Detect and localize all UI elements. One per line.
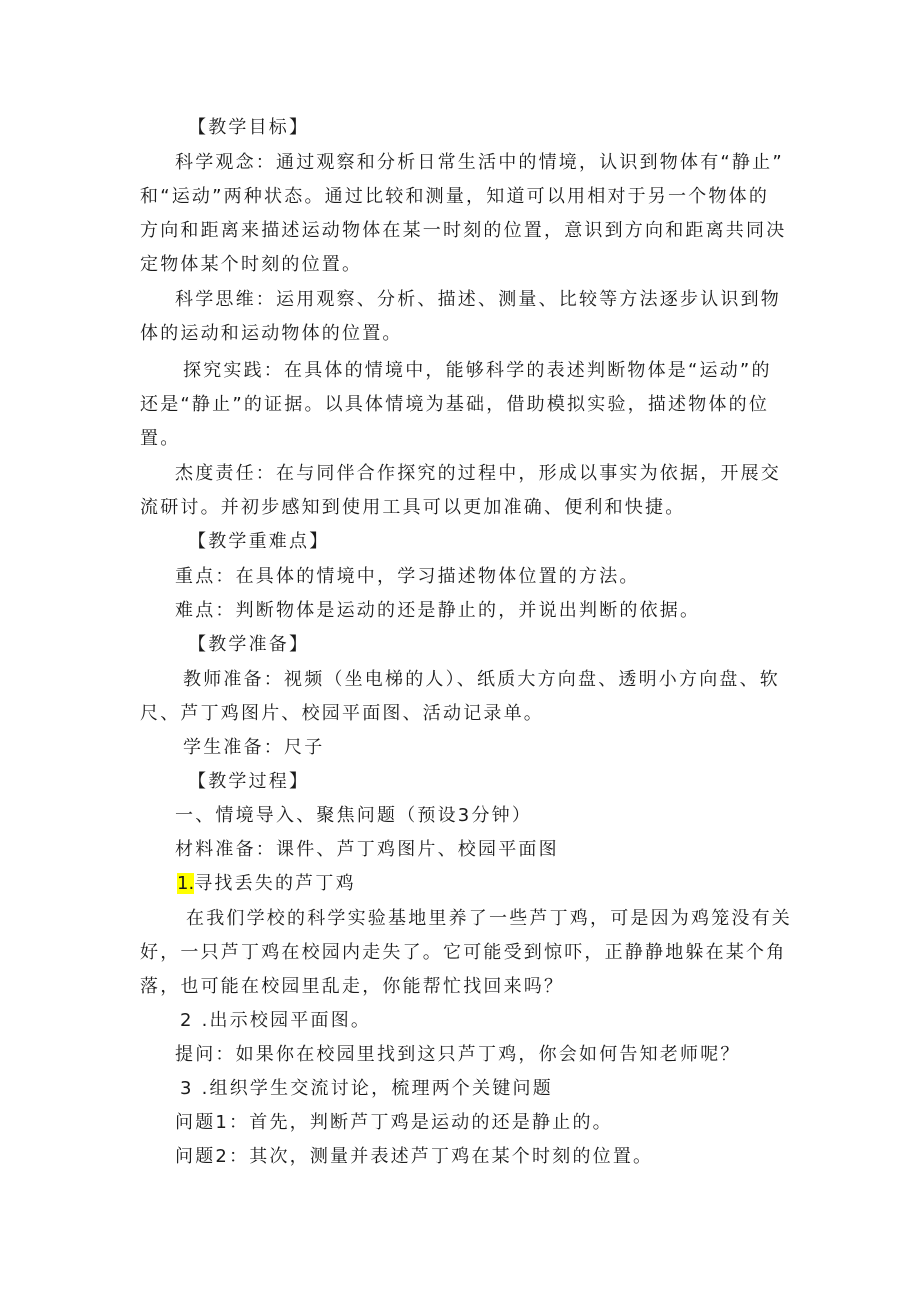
question-text: 提问：如果你在校园里找到这只芦丁鸡，你会如何告知老师呢？ [175, 1044, 741, 1065]
problem-2: 问题2：其次，测量并表述芦丁鸡在某个时刻的位置。 [175, 1146, 654, 1167]
concept-line-2: 和“运动”两种状态。通过比较和测量，知道可以用相对于另一个物体的 [140, 186, 770, 207]
teacher-prep-line-1: 教师准备：视频（坐电梯的人）、纸质大方向盘、透明小方向盘、软 [183, 669, 780, 690]
practice-line-3: 置。 [140, 428, 181, 449]
step-3: 3 .组织学生交流讨论，梳理两个关键问题 [180, 1078, 553, 1099]
step-2: 2 .出示校园平面图。 [180, 1010, 372, 1031]
story-line-3: 落，也可能在校园里乱走，你能帮忙找回来吗？ [140, 976, 565, 997]
concept-line-1: 科学观念：通过观察和分析日常生活中的情境，认识到物体有“静止” [175, 152, 784, 173]
story-line-1: 在我们学校的科学实验基地里养了一些芦丁鸡，可是因为鸡笼没有关 [186, 908, 792, 929]
step-1-number-highlight: 1. [177, 873, 195, 894]
teacher-prep-line-2: 尺、芦丁鸡图片、校园平面图、活动记录单。 [140, 703, 544, 724]
step-1 [0, 872, 920, 896]
story-line-2: 好，一只芦丁鸡在校园内走失了。它可能受到惊吓，正静静地躲在某个角 [140, 942, 787, 963]
preparation-heading: 【教学准备】 [188, 634, 310, 655]
student-prep-text: 学生准备：尺子 [183, 737, 325, 758]
thinking-line-2: 体的运动和运动物体的位置。 [140, 323, 403, 344]
problem-1: 问题1：首先，判断芦丁鸡是运动的还是静止的。 [175, 1112, 613, 1133]
concept-line-4: 定物体某个时刻的位置。 [140, 254, 363, 275]
concept-line-3: 方向和距离来描述运动物体在某一时刻的位置，意识到方向和距离共同决 [140, 220, 787, 241]
section-1-title: 一、情境导入、聚焦问题（预设3分钟） [175, 805, 533, 826]
attitude-line-2: 流研讨。并初步感知到使用工具可以更加准确、便利和快捷。 [140, 497, 686, 518]
focus-text: 重点：在具体的情境中，学习描述物体位置的方法。 [175, 566, 640, 587]
key-points-heading: 【教学重难点】 [188, 531, 330, 552]
step-1-text: 寻找丢失的芦丁鸡 [194, 873, 356, 894]
practice-line-2: 还是“静止”的证据。以具体情境为基础，借助模拟实验，描述物体的位 [140, 394, 770, 415]
process-heading: 【教学过程】 [188, 771, 310, 792]
attitude-line-1: 杰度责任：在与同伴合作探究的过程中，形成以事实为依据，开展交 [175, 463, 781, 484]
materials-text: 材料准备：课件、芦丁鸡图片、校园平面图 [175, 839, 559, 860]
thinking-line-1: 科学思维：运用观察、分析、描述、测量、比较等方法逐步认识到物 [175, 289, 781, 310]
practice-line-1: 探究实践：在具体的情境中，能够科学的表述判断物体是“运动”的 [183, 360, 772, 381]
difficulty-text: 难点：判断物体是运动的还是静止的，并说出判断的依据。 [175, 600, 701, 621]
objectives-heading: 【教学目标】 [188, 117, 310, 138]
